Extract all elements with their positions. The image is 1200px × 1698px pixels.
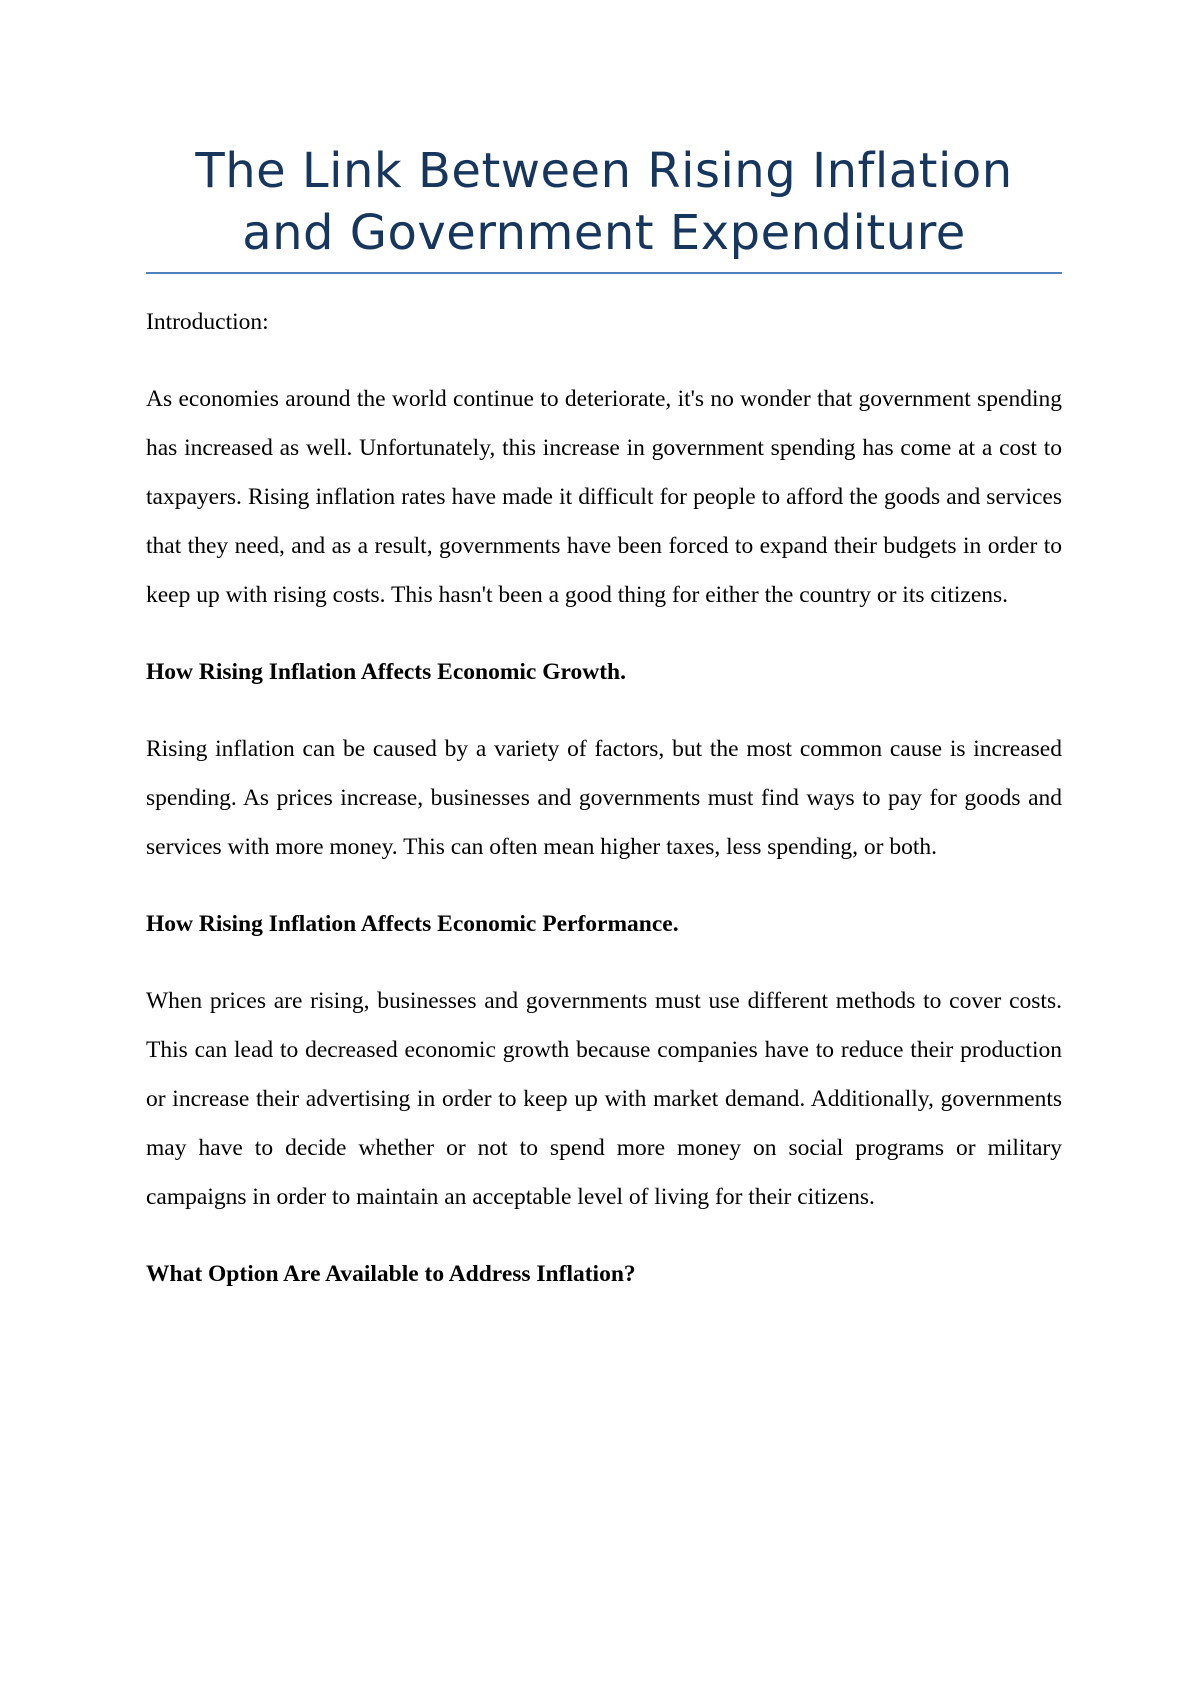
section-heading-options: What Option Are Available to Address Inflation? <box>146 1261 636 1287</box>
section-paragraph-growth: Rising inflation can be caused by a variety of factors, but the most common cause is increased spending. As prices increase, businesses and governments must find ways to pay for goods and services with more money. This can often mean higher taxes, less spending, or both. <box>146 736 1062 860</box>
title-underline <box>146 272 1062 274</box>
document-page <box>146 140 1062 1299</box>
introduction-label: Introduction: <box>146 309 269 335</box>
introduction-paragraph: As economies around the world continue to deteriorate, it's no wonder that government spending has increased as well. Unfortunately, this increase in government spending has come at a cost to taxpayers. Rising inflation rates have made it difficult for people to afford the goods and services that they need, and as a result, governments have been forced to expand their budgets in order to keep up with rising costs. This hasn't been a good thing for either the country or its citizens. <box>146 386 1062 608</box>
section-paragraph-performance: When prices are rising, businesses and governments must use different methods to cover costs. This can lead to decreased economic growth because companies have to reduce their production or increase their advertising in order to keep up with market demand. Additionally, governments may have to decide whether or not to spend more money on social programs or military campaigns in order to maintain an acceptable level of living for their citizens. <box>146 988 1062 1210</box>
document-title: The Link Between Rising Inflation and Government Expenditure <box>195 143 1013 261</box>
section-heading-growth: How Rising Inflation Affects Economic Growth. <box>146 659 627 685</box>
section-heading-performance: How Rising Inflation Affects Economic Performance. <box>146 911 679 937</box>
